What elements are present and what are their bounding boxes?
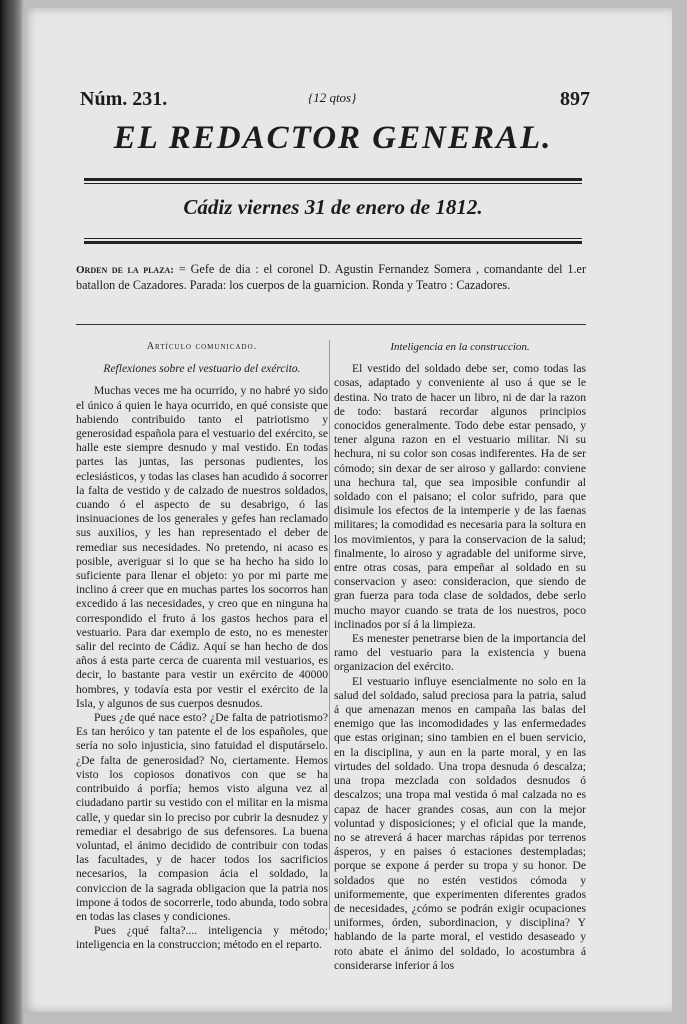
section-divider (76, 324, 586, 325)
orden-de-la-plaza (76, 262, 586, 293)
date-rule-thick (84, 241, 582, 244)
date-rule-thin (84, 238, 582, 239)
left-paragraph: Muchas veces me ha ocurrido, y no habré yo sido el único á quien le haya ocurrido, en qué consiste que habiendo contribuido tanto el patriotismo y generosidad española para el vestuario del exército, se halle este siempre desnudo y mal vestido. En todas partes las juntas, las personas pudientes, los eclesiásticos, y todas las clases han acudido á socorrer la falta de vestido y de calzado de nuestros soldados, cuando ó el aspecto de su desabrigo, ó las insinuaciones de los generales y gefes han reclamado sus auxilios, y les han representado el deber de remediar sus necesidades. No pretendo, ni acaso es posible, averiguar si lo que se ha hecho ha sido lo suficiente para llenar el objeto: yo por mi parte me inclino á creer que en muchas partes los socorros han excedido á las necesidades, y creo que en ninguna ha correspondido el fruto á los gastos hechos para el vestuario. Para dar exemplo de esto, no es menester salir del recinto de Cádiz. Aquí se han hecho de dos años á esta parte cerca de cuarenta mil vestuarios, es decir, lo bastante para vestir un exército de 40000 hombres, y todavía esta por vestir el exército de la Isla, y algunos de sus cuerpos desnudos. (76, 384, 328, 710)
orden-label: Orden de la plaza: (76, 264, 174, 276)
masthead-date: Cádiz viernes 31 de enero de 1812. (183, 195, 483, 219)
right-paragraph: Es menester penetrarse bien de la importancia del ramo del vestuario para la existencia y buena organizacion del exército. (334, 632, 586, 674)
left-column-heading: Artículo comunicado. (146, 341, 258, 352)
left-column (76, 340, 328, 953)
left-column-subheading: Reflexiones sobre el vestuario del exército. (103, 363, 301, 376)
left-paragraph: Pues ¿qué falta?.... inteligencia y método; inteligencia en la construccion; método en el reparto. (76, 924, 328, 952)
orden-text: = Gefe de dia : el coronel D. Agustin Fernandez Somera , comandante del 1.er batallon de Cazadores. Parada: los cuerpos de la guarnicion. Ronda y Teatro : Cazadores. (76, 262, 587, 292)
page-header (80, 88, 590, 116)
masthead-rule-top (84, 178, 582, 181)
page-number: 897 (560, 88, 590, 110)
right-paragraph: El vestuario influye esencialmente no solo en la salud del soldado, salud preciosa para la patria, salud á que amenazan menos en campaña las balas del enemigo que las incomodidades y las enfermedades que estas originan; sino tambien en el buen servicio, en la disciplina, y aun en la parte moral, y en las virtudes del soldado. Una tropa desnuda ó descalza; una tropa mezclada con soldados desnudos ó descalzos; una tropa mal vestida ó mal calzada no es capaz de hacer grandes cosas, aun con la mejor voluntad y disposiciones; y el oficial que la mande, no se atreverá á hacer marchas rápidas por terrenos ásperos, y en paises ó estaciones destempladas; porque se expone á perder su tropa y su honor. De soldados que no estén vestidos cómoda y uniformemente, que experimenten diferentes grados de necesidades, ¿cómo se podrán exigir ocupaciones uniformes, órden, subordinacion, y disciplina? Y hablando de la parte moral, el vestido desaseado y roto abate el ánimo del soldado, lo acostumbra á considerarse inferior á los (334, 674, 586, 972)
masthead-rule-top-thin (84, 183, 582, 184)
issue-number: Núm. 231. (80, 88, 168, 110)
right-paragraph: El vestido del soldado debe ser, como todas las cosas, adaptado y conveniente al uso á que se le destina. No trato de hacer un libro, ni de dar la razon de todo: bastará recordar algunos principios conocidos generalmente. Todo debe estar pensado, y tener alguna razon en el vestuario militar. Ni su hechura, ni su color son cosas indiferentes. Ha de ser cómodo; sin dexar de ser airoso y gallardo: conviene una hechura tal, que sea imposible confundir al soldado con el paisano; el color sufrido, para que disimule los efectos de la intemperie y de las faenas militares; la comodidad es necesaria para la soltura en los movimientos, y para la conservacion de la salud; finalmente, lo airoso y agradable del uniforme sirve, entre otras cosas, para empeñar al soldado en su conservacion y aseo: consideracion, que siendo de gran fuerza para toda clase de soldados, debe serlo mucho mayor cuando se trata de los nuestros, poco inclinados por sí á la limpieza. (334, 362, 586, 631)
right-column (334, 340, 586, 973)
left-paragraph: Pues ¿de qué nace esto? ¿De falta de patriotismo? Es tan heróico y tan patente el de los españoles, que sería no solo injusticia, sino fatuidad el disputárselo. ¿De falta de generosidad? No, ciertamente. Hemos visto los copiosos donativos con que se ha contribuido á porfía; hemos visto alguna vez al ciudadano partir su vestido con el militar en la misma calle, y quedar sin lo preciso por cubrir la desnudez y remediar el desabrigo de sus defensores. La buena voluntad, el ánimo decidido de contribuir con todas las facultades, y de hacer todos los sacrificios necesarios, la compasion ácia el soldado, la conviccion de la sagrada obligacion que la patria nos impone á todos de socorrerle, todo abunda, todo sobra en todas las clases y condiciones. (76, 711, 328, 923)
quantity-note: {12 qtos} (308, 90, 357, 105)
column-divider (329, 340, 330, 930)
masthead-title: EL REDACTOR GENERAL. (113, 120, 553, 156)
right-column-heading: Inteligencia en la construccion. (390, 341, 530, 353)
